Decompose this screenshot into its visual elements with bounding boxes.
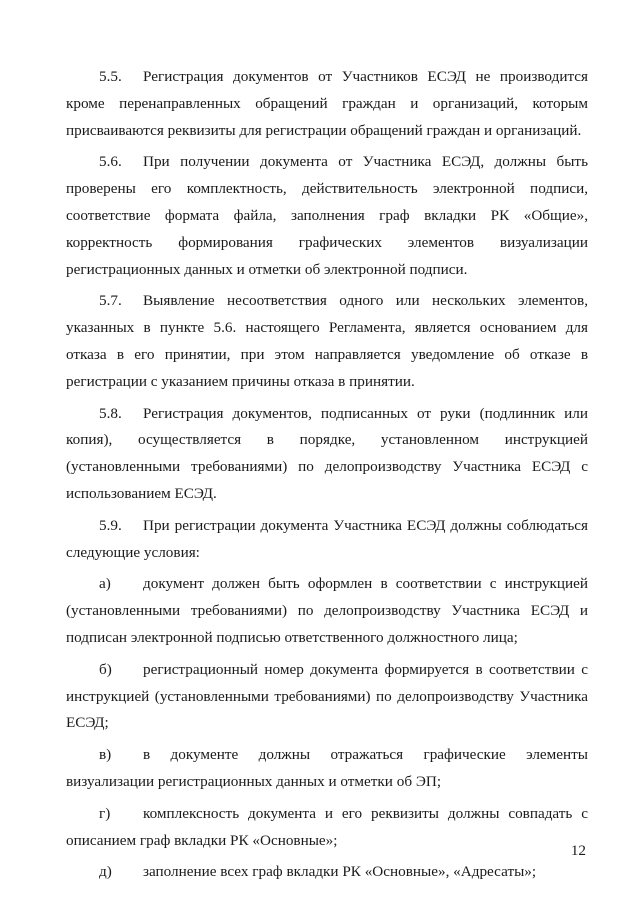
subitem-text: документ должен быть оформлен в соответствии с инструкцией (установленными требованиями) по делопроизводству Участника ЕСЭД и подписан электронной подписью ответственного должностного лица; xyxy=(66,575,588,646)
subitem-a xyxy=(66,571,588,651)
subitem-text: регистрационный номер документа формируется в соответствии с инструкцией (установленными требованиями) по делопроизводству Участника ЕСЭД; xyxy=(66,660,588,732)
paragraph-number: 5.6. xyxy=(99,153,122,171)
subitem-letter: в) xyxy=(99,746,112,764)
paragraph-text: Регистрация документов, подписанных от руки (подлинник или копия), осуществляется в порядке, установленном инструкцией (установленными требованиями) по делопроизводству Участника ЕСЭД с использованием ЕСЭД. xyxy=(66,404,588,502)
document-body xyxy=(66,64,588,891)
paragraph-5-9 xyxy=(66,513,588,567)
page-number: 12 xyxy=(570,842,586,859)
subitem-text: заполнение всех граф вкладки РК «Основные», «Адресаты»; xyxy=(143,863,537,881)
paragraph-text: При регистрации документа Участника ЕСЭД должны соблюдаться следующие условия: xyxy=(66,516,588,561)
paragraph-5-6 xyxy=(66,149,588,283)
subitem-letter: б) xyxy=(99,660,112,678)
paragraph-number: 5.8. xyxy=(99,404,122,422)
subitem-text: в документе должны отражаться графические элементы визуализации регистрационных данных и отметки об ЭП; xyxy=(66,746,588,790)
paragraph-number: 5.5. xyxy=(99,68,122,85)
subitem-v xyxy=(66,742,588,796)
subitem-letter: д) xyxy=(99,863,112,881)
subitem-b xyxy=(66,657,588,737)
paragraph-text: При получении документа от Участника ЕСЭД, должны быть проверены его комплектность, действительность электронной подписи, соответствие формата файла, заполнения граф вкладки РК «Общие», корректность формирования графических элементов визуализации регистрационных данных и отметки об электронной подписи. xyxy=(66,153,588,278)
paragraph-5-5 xyxy=(66,64,588,144)
subitem-g xyxy=(66,801,588,855)
subitem-letter: г) xyxy=(99,804,111,822)
paragraph-5-7 xyxy=(66,288,588,395)
paragraph-number: 5.7. xyxy=(99,292,122,310)
subitem-d xyxy=(66,859,588,886)
paragraph-number: 5.9. xyxy=(99,516,122,534)
paragraph-text: Выявление несоответствия одного или нескольких элементов, указанных в пункте 5.6. настоящего Регламента, является основанием для отказа в его принятии, при этом направляется уведомление об отказе в регистрации с указанием причины отказа в принятии. xyxy=(66,292,588,390)
paragraph-text: Регистрация документов от Участников ЕСЭД не производится кроме перенаправленных обращений граждан и организаций, которым присваиваются реквизиты для регистрации обращений граждан и организаций. xyxy=(66,68,588,139)
paragraph-5-8 xyxy=(66,401,588,508)
subitem-text: комплексность документа и его реквизиты должны совпадать с описанием граф вкладки РК «Основные»; xyxy=(66,804,588,849)
subitem-letter: а) xyxy=(99,575,111,593)
